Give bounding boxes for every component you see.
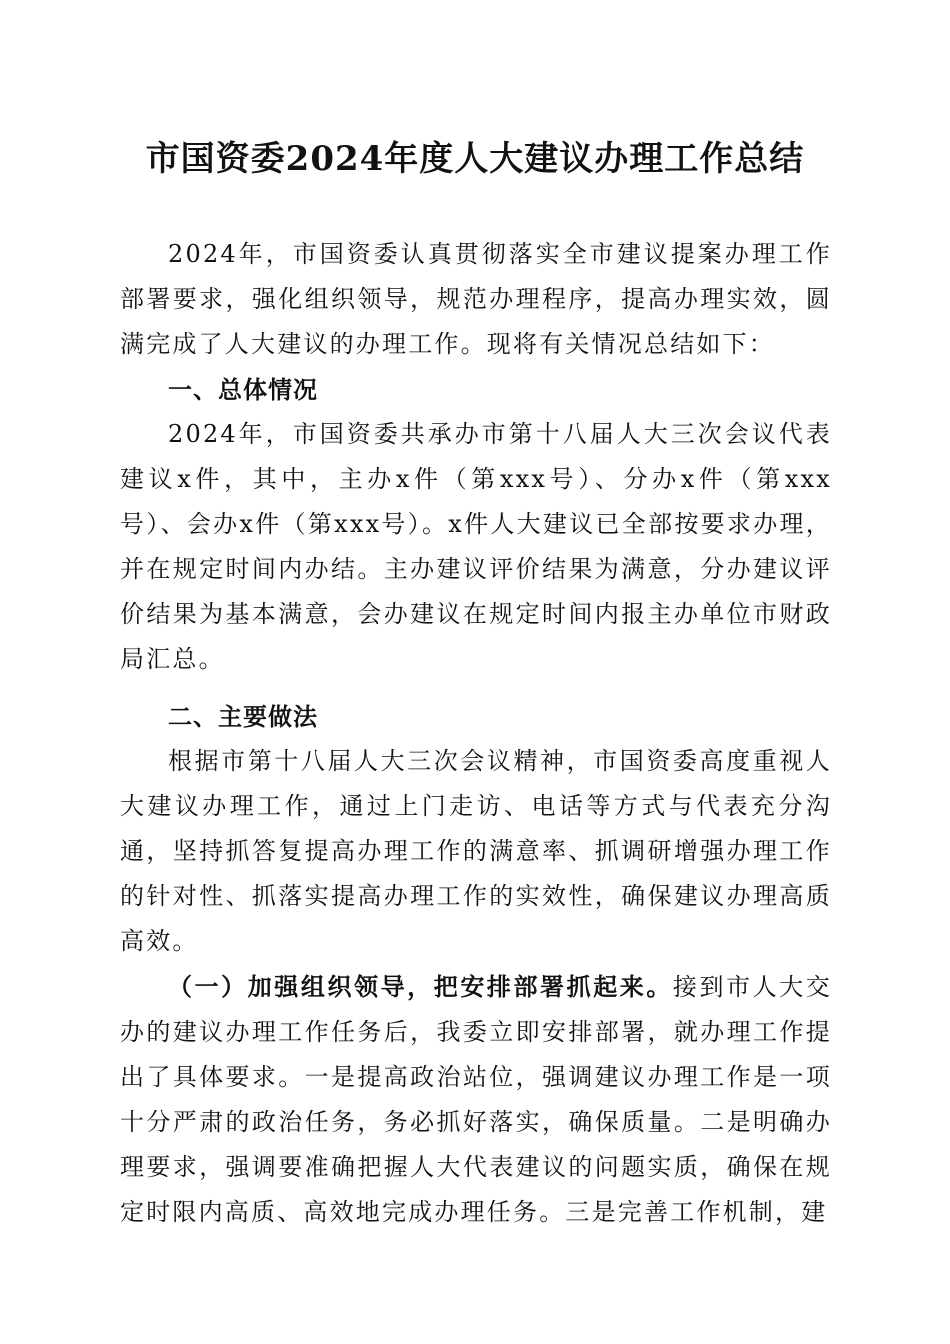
document-title: 市国资委2024年度人大建议办理工作总结 xyxy=(145,139,805,179)
subsection-heading-leadership: （一）加强组织领导，把安排部署抓起来。 xyxy=(168,972,673,1001)
section-heading-overview: 一、总体情况 xyxy=(168,375,318,404)
methods-paragraph: 根据市第十八届人大三次会议精神，市国资委高度重视人大建议办理工作，通过上门走访、电话等方式与代表充分沟通，坚持抓答复提高办理工作的满意率、抓调研增强办理工作的针对性、抓落实提高办理工作的实效性，确保建议办理高质高效。 xyxy=(120,747,832,955)
document-body xyxy=(120,232,832,1235)
section-heading-methods: 二、主要做法 xyxy=(168,702,318,731)
overview-paragraph: 2024年，市国资委共承办市第十八届人大三次会议代表建议x件，其中，主办x件（第xxx号）、分办x件（第xxx号）、会办x件（第xxx号）。x件人大建议已全部按要求办理，并在规定时间内办结。主办建议评价结果为满意，分办建议评价结果为基本满意，会办建议在规定时间内报主办单位市财政局汇总。 xyxy=(120,420,832,673)
subsection-paragraph-leadership xyxy=(120,964,832,1235)
intro-paragraph: 2024年，市国资委认真贯彻落实全市建议提案办理工作部署要求，强化组织领导，规范办理程序，提高办理实效，圆满完成了人大建议的办理工作。现将有关情况总结如下： xyxy=(120,240,832,358)
subsection-text-leadership: 接到市人大交办的建议办理工作任务后，我委立即安排部署，就办理工作提出了具体要求。一是提高政治站位，强调建议办理工作是一项十分严肃的政治任务，务必抓好落实，确保质量。二是明确办理要求，强调要准确把握人大代表建议的问题实质，确保在规定时限内高质、高效地完成办理任务。三是完善工作机制，建 xyxy=(120,973,832,1226)
